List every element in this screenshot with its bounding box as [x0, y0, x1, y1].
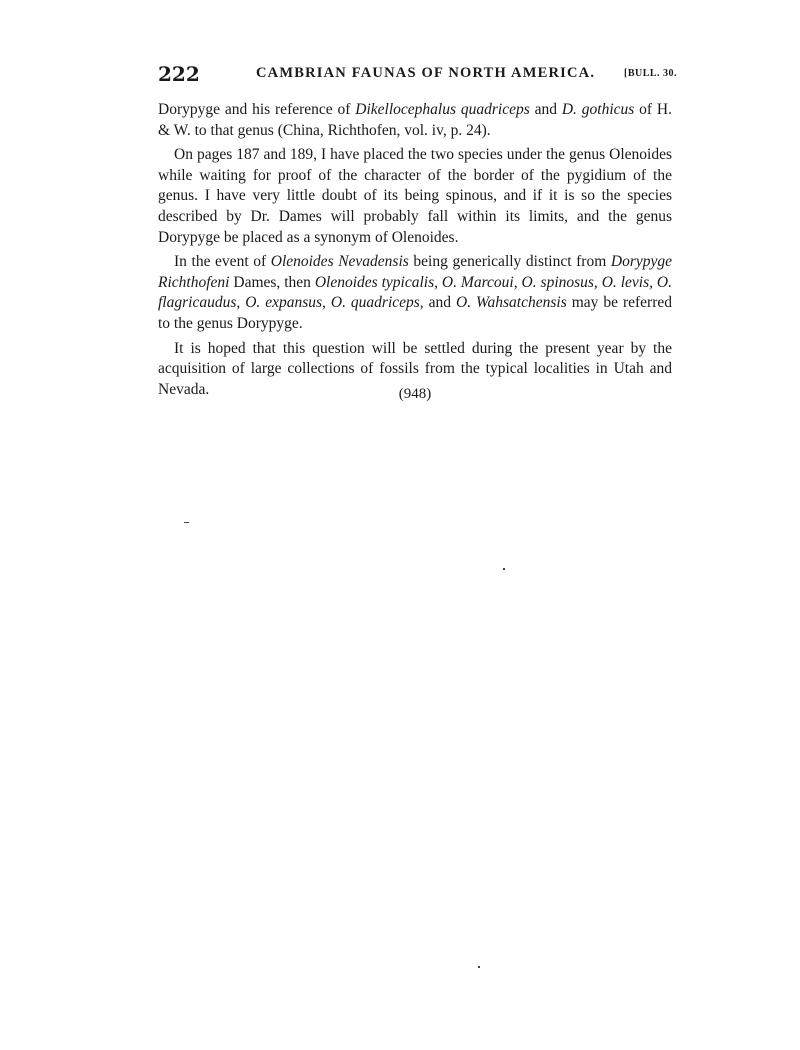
text-run: and	[529, 101, 562, 118]
bulletin-reference: [BULL. 30.	[624, 68, 678, 79]
text-run: of H. & W. to that genus (China, Richthofen, vol. iv, p. 24).	[158, 101, 672, 139]
text-run: It is hoped that this question will be settled during the present year by the acquisition of large collections of fossils from the typical localities in Utah and Nevada.	[158, 339, 672, 398]
body-text	[158, 100, 672, 404]
page-header	[158, 58, 678, 88]
paragraph-p1	[158, 100, 672, 141]
scan-speck	[503, 568, 505, 570]
text-run: Dorypyge and his reference of	[158, 101, 356, 118]
paragraph-p2	[158, 145, 672, 248]
italic-run: Dikellocephalus quadriceps	[355, 101, 530, 118]
scan-speck	[184, 522, 189, 523]
italic-run: O. Wahsatchensis	[456, 294, 567, 312]
text-run: On pages 187 and 189, I have placed the two species under the genus Olenoides while waiting for proof of the character of the border of the pygidium of the genus. I have very little doubt of its being spinous, and if it is so the species described by Dr. Dames will probably fall within its limits, and the genus Dorypyge be placed as a synonym of Olenoides.	[158, 146, 672, 246]
scan-speck	[478, 966, 480, 968]
text-run: Dames, then	[229, 273, 315, 291]
italic-run: Olenoides Nevadensis	[270, 253, 409, 271]
paragraph-p3	[158, 252, 672, 334]
italic-run: Dorypyge Richthofeni	[158, 253, 673, 291]
text-run: and	[423, 294, 456, 312]
italic-run: D. gothicus	[561, 101, 635, 118]
page-sequence-mark: (948)	[398, 386, 432, 402]
running-head: CAMBRIAN FAUNAS OF NORTH AMERICA.	[256, 65, 596, 81]
text-run: In the event of	[174, 253, 271, 271]
italic-run: Olenoides typicalis, O. Marcoui, O. spinosus, O. levis, O. flagricaudus, O. expansus, O. quadriceps,	[158, 273, 673, 312]
text-run: may be referred to the genus Dorypyge.	[158, 294, 672, 332]
text-run: being generically distinct from	[408, 253, 611, 271]
page-number: 222	[158, 62, 200, 86]
